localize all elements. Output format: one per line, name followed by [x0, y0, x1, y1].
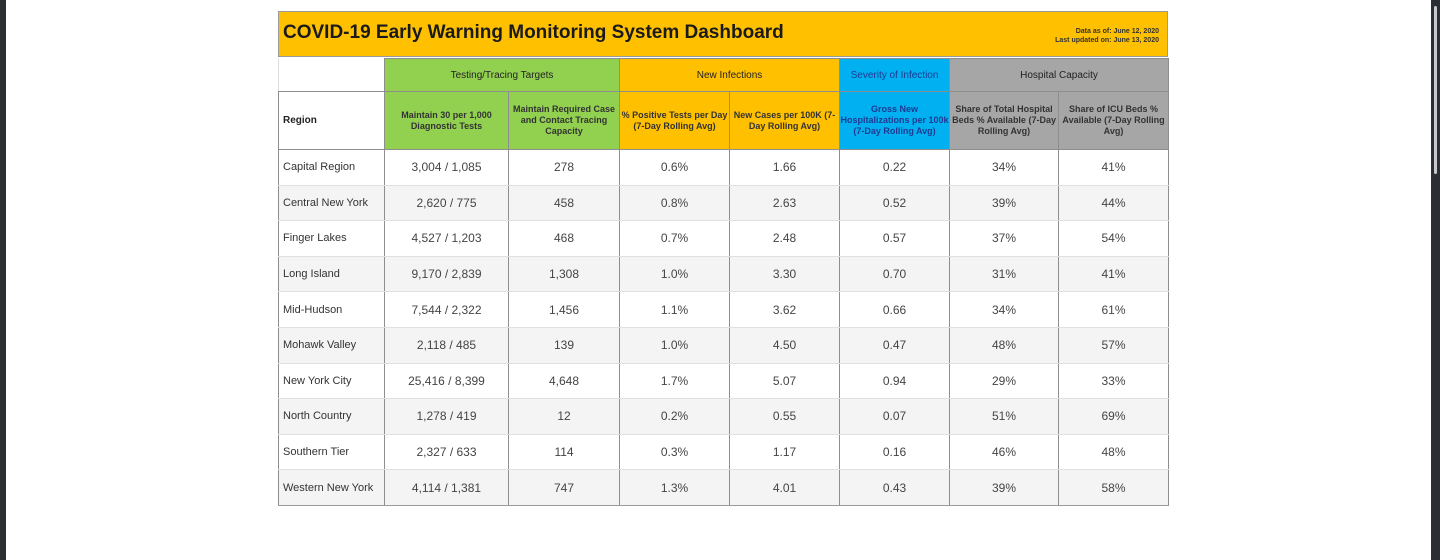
column-header-row [279, 92, 1169, 150]
cell-cases: 0.55 [730, 399, 840, 435]
cell-cases: 2.48 [730, 221, 840, 257]
table-row [279, 363, 1169, 399]
cell-hospitalizations: 0.47 [840, 327, 950, 363]
cell-icu: 41% [1059, 256, 1169, 292]
cell-icu: 54% [1059, 221, 1169, 257]
header-icu-beds: Share of ICU Beds % Available (7-Day Rolling Avg) [1059, 92, 1169, 150]
cell-positive: 0.7% [620, 221, 730, 257]
cell-region: Mohawk Valley [279, 327, 385, 363]
cell-tests: 2,327 / 633 [385, 434, 509, 470]
table-row [279, 256, 1169, 292]
cell-beds: 39% [950, 185, 1059, 221]
header-hospital-beds: Share of Total Hospital Beds % Available (7-Day Rolling Avg) [950, 92, 1059, 150]
cell-tests: 2,620 / 775 [385, 185, 509, 221]
header-region: Region [279, 92, 385, 150]
group-infections: New Infections [620, 59, 840, 92]
cell-icu: 48% [1059, 434, 1169, 470]
cell-icu: 57% [1059, 327, 1169, 363]
cell-positive: 0.8% [620, 185, 730, 221]
cell-cases: 3.62 [730, 292, 840, 328]
cell-cases: 4.01 [730, 470, 840, 506]
cell-hospitalizations: 0.16 [840, 434, 950, 470]
group-header-blank [279, 59, 385, 92]
scrollbar-thumb[interactable] [1434, 6, 1437, 174]
cell-tests: 3,004 / 1,085 [385, 150, 509, 186]
cell-region: Capital Region [279, 150, 385, 186]
cell-positive: 0.3% [620, 434, 730, 470]
cell-positive: 1.0% [620, 327, 730, 363]
table-row [279, 399, 1169, 435]
table-row [279, 221, 1169, 257]
cell-beds: 37% [950, 221, 1059, 257]
cell-hospitalizations: 0.07 [840, 399, 950, 435]
cell-region: North Country [279, 399, 385, 435]
cell-icu: 41% [1059, 150, 1169, 186]
table-row [279, 150, 1169, 186]
cell-region: Southern Tier [279, 434, 385, 470]
cell-tests: 7,544 / 2,322 [385, 292, 509, 328]
cell-positive: 0.2% [620, 399, 730, 435]
date-info [1055, 27, 1159, 45]
header-hospitalizations: Gross New Hospitalizations per 100k (7-Day Rolling Avg) [840, 92, 950, 150]
cell-tests: 9,170 / 2,839 [385, 256, 509, 292]
cell-beds: 34% [950, 292, 1059, 328]
header-positive: % Positive Tests per Day (7-Day Rolling Avg) [620, 92, 730, 150]
window-edge-left [0, 0, 6, 560]
group-hospital: Hospital Capacity [950, 59, 1169, 92]
cell-hospitalizations: 0.94 [840, 363, 950, 399]
cell-tracing: 139 [509, 327, 620, 363]
cell-cases: 1.66 [730, 150, 840, 186]
cell-tracing: 1,308 [509, 256, 620, 292]
cell-positive: 1.3% [620, 470, 730, 506]
cell-icu: 69% [1059, 399, 1169, 435]
header-diagnostic: Maintain 30 per 1,000 Diagnostic Tests [385, 92, 509, 150]
cell-region: Western New York [279, 470, 385, 506]
cell-positive: 0.6% [620, 150, 730, 186]
cell-beds: 39% [950, 470, 1059, 506]
dashboard-banner [278, 11, 1168, 57]
cell-tracing: 747 [509, 470, 620, 506]
data-as-of: Data as of: June 12, 2020 [1075, 28, 1159, 35]
cell-tracing: 1,456 [509, 292, 620, 328]
scrollbar-track[interactable] [1431, 0, 1440, 560]
cell-tracing: 468 [509, 221, 620, 257]
cell-beds: 34% [950, 150, 1059, 186]
group-testing: Testing/Tracing Targets [385, 59, 620, 92]
cell-positive: 1.0% [620, 256, 730, 292]
cell-tracing: 458 [509, 185, 620, 221]
cell-tracing: 114 [509, 434, 620, 470]
table-row [279, 470, 1169, 506]
header-new-cases: New Cases per 100K (7-Day Rolling Avg) [730, 92, 840, 150]
cell-icu: 44% [1059, 185, 1169, 221]
table-row [279, 185, 1169, 221]
cell-tests: 4,114 / 1,381 [385, 470, 509, 506]
cell-hospitalizations: 0.52 [840, 185, 950, 221]
cell-beds: 31% [950, 256, 1059, 292]
cell-icu: 33% [1059, 363, 1169, 399]
cell-icu: 58% [1059, 470, 1169, 506]
cell-tests: 1,278 / 419 [385, 399, 509, 435]
dashboard [278, 11, 1168, 506]
table-row [279, 327, 1169, 363]
cell-cases: 3.30 [730, 256, 840, 292]
table-row [279, 434, 1169, 470]
cell-region: Long Island [279, 256, 385, 292]
cell-tracing: 12 [509, 399, 620, 435]
cell-tests: 25,416 / 8,399 [385, 363, 509, 399]
cell-region: Finger Lakes [279, 221, 385, 257]
cell-hospitalizations: 0.66 [840, 292, 950, 328]
cell-hospitalizations: 0.22 [840, 150, 950, 186]
cell-beds: 46% [950, 434, 1059, 470]
cell-region: New York City [279, 363, 385, 399]
cell-positive: 1.7% [620, 363, 730, 399]
cell-cases: 5.07 [730, 363, 840, 399]
dashboard-title: COVID-19 Early Warning Monitoring System Dashboard [283, 22, 784, 43]
header-tracing: Maintain Required Case and Contact Tracing Capacity [509, 92, 620, 150]
cell-tracing: 278 [509, 150, 620, 186]
cell-tests: 2,118 / 485 [385, 327, 509, 363]
cell-cases: 2.63 [730, 185, 840, 221]
cell-icu: 61% [1059, 292, 1169, 328]
cell-hospitalizations: 0.57 [840, 221, 950, 257]
last-updated: Last updated on: June 13, 2020 [1055, 37, 1159, 44]
cell-positive: 1.1% [620, 292, 730, 328]
group-header-row [279, 59, 1169, 92]
cell-cases: 4.50 [730, 327, 840, 363]
group-severity: Severity of Infection [840, 59, 950, 92]
table-row [279, 292, 1169, 328]
cell-hospitalizations: 0.43 [840, 470, 950, 506]
cell-beds: 48% [950, 327, 1059, 363]
metrics-table [278, 58, 1169, 506]
cell-cases: 1.17 [730, 434, 840, 470]
cell-hospitalizations: 0.70 [840, 256, 950, 292]
cell-beds: 29% [950, 363, 1059, 399]
cell-tests: 4,527 / 1,203 [385, 221, 509, 257]
cell-tracing: 4,648 [509, 363, 620, 399]
cell-beds: 51% [950, 399, 1059, 435]
cell-region: Central New York [279, 185, 385, 221]
cell-region: Mid-Hudson [279, 292, 385, 328]
